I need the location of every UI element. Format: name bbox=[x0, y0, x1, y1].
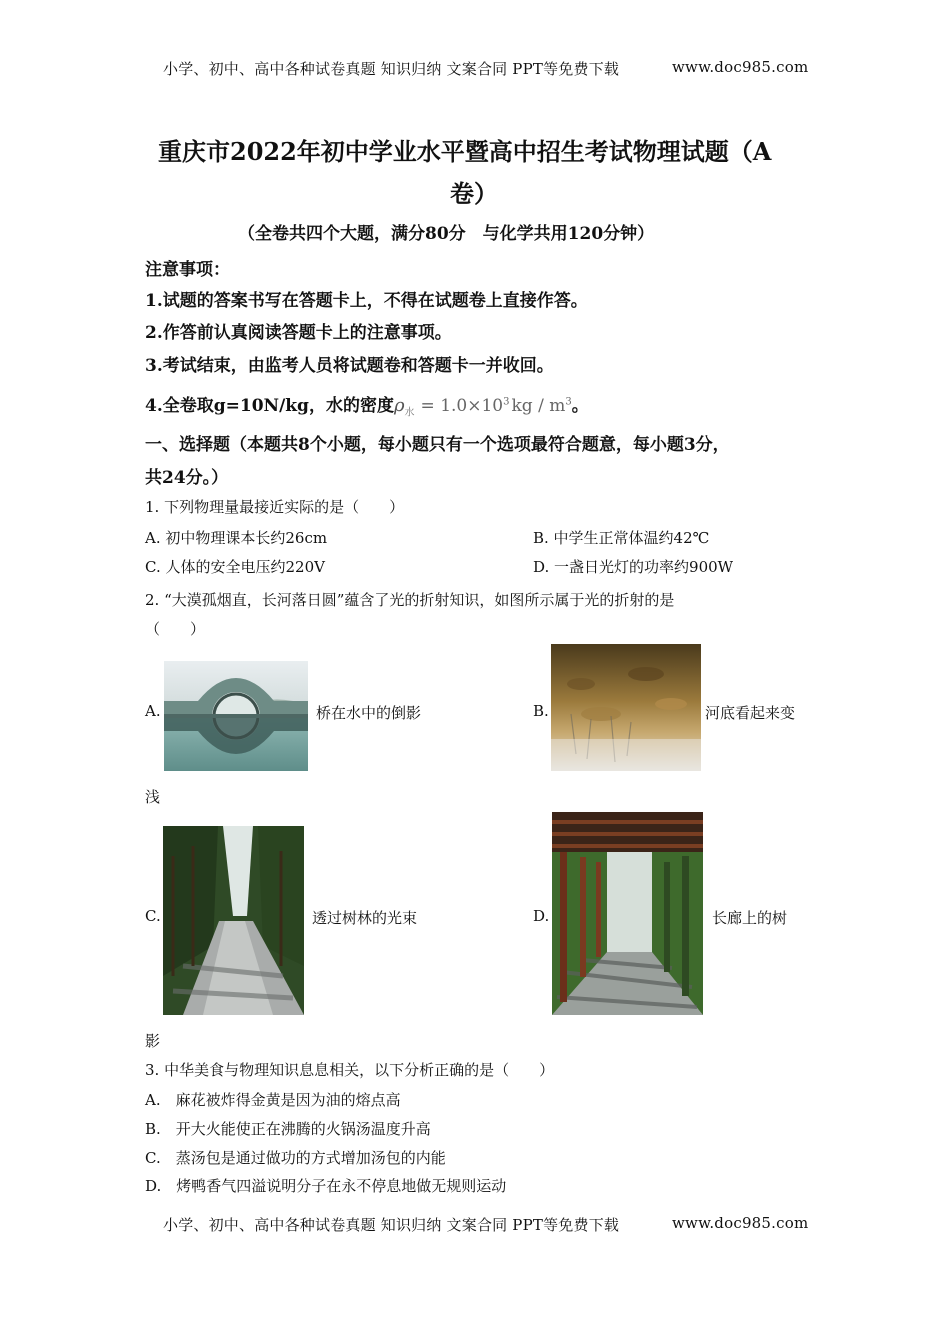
q3-option-c: C. 蒸汤包是通过做功的方式增加汤包的内能 bbox=[145, 1149, 446, 1167]
q1-option-a: A. 初中物理课本长约26cm bbox=[145, 529, 328, 547]
notes-item-1: 1.试题的答案书写在答题卡上，不得在试题卷上直接作答。 bbox=[145, 291, 588, 311]
q2-option-d-text: 长廊上的树 bbox=[712, 909, 788, 927]
q2-option-d-label: D. bbox=[533, 907, 550, 925]
density-unit: kg / m bbox=[511, 396, 566, 416]
section-1-heading-cont: 共24分。） bbox=[145, 468, 229, 488]
q2-option-d-text-wrap: 影 bbox=[145, 1032, 161, 1050]
q2-option-b-text-wrap: 浅 bbox=[145, 788, 161, 806]
notes-heading: 注意事项： bbox=[145, 260, 230, 280]
q3-option-d: D. 烤鸭香气四溢说明分子在永不停息地做无规则运动 bbox=[145, 1177, 507, 1195]
exam-title-line1: 重庆市2022年初中学业水平暨高中招生考试物理试题（A bbox=[158, 137, 772, 166]
header-site-link[interactable]: www.doc985.com bbox=[672, 58, 809, 76]
q3-option-b: B. 开大火能使正在沸腾的火锅汤温度升高 bbox=[145, 1120, 431, 1138]
notes-item-2: 2.作答前认真阅读答题卡上的注意事项。 bbox=[145, 323, 452, 343]
q2-stem: 2. “大漠孤烟直，长河落日圆”蕴含了光的折射知识，如图所示属于光的折射的是 bbox=[145, 591, 675, 609]
exam-title-line2: 卷） bbox=[450, 179, 498, 208]
q3-option-a: A. 麻花被炸得金黄是因为油的熔点高 bbox=[145, 1091, 401, 1109]
exam-subtitle: （全卷共四个大题，满分80分 与化学共用120分钟） bbox=[238, 224, 655, 244]
q2-option-a-label: A. bbox=[145, 702, 161, 720]
notes-item-4-prefix: 4.全卷取g=10N/kg，水的密度 bbox=[145, 396, 394, 416]
q2-option-c-label: C. bbox=[145, 907, 161, 925]
header-text: 小学、初中、高中各种试卷真题 知识归纳 文案合同 PPT等免费下载 bbox=[163, 60, 620, 78]
q3-stem: 3. 中华美食与物理知识息息相关，以下分析正确的是（ ） bbox=[145, 1061, 555, 1079]
density-unit-exponent: 3 bbox=[565, 396, 572, 408]
q2-option-c-text: 透过树林的光束 bbox=[312, 909, 418, 927]
q1-stem: 1. 下列物理量最接近实际的是（ ） bbox=[145, 498, 405, 516]
section-1-heading: 一、选择题（本题共8个小题，每小题只有一个选项最符合题意，每小题3分， bbox=[145, 435, 730, 455]
density-exponent: 3 bbox=[503, 396, 510, 408]
q2-answer-paren: （ ） bbox=[145, 620, 206, 638]
notes-item-4-suffix: 。 bbox=[571, 396, 589, 416]
rho-symbol: ρ bbox=[393, 395, 405, 416]
q2-option-b-text: 河底看起来变 bbox=[705, 704, 796, 722]
riverbed-photo bbox=[551, 644, 701, 771]
rho-subscript: 水 bbox=[404, 407, 415, 419]
forest-light-photo bbox=[163, 826, 304, 1015]
corridor-shadow-photo bbox=[552, 812, 703, 1015]
q1-option-c: C. 人体的安全电压约220V bbox=[145, 558, 325, 576]
density-value: = 1.0×10 bbox=[420, 396, 504, 416]
footer-site-link[interactable]: www.doc985.com bbox=[672, 1214, 809, 1232]
footer-text: 小学、初中、高中各种试卷真题 知识归纳 文案合同 PPT等免费下载 bbox=[163, 1216, 620, 1234]
notes-item-4 bbox=[145, 391, 589, 418]
bridge-reflection-photo bbox=[164, 661, 308, 771]
q2-option-b-label: B. bbox=[533, 702, 549, 720]
q1-option-d: D. 一盏日光灯的功率约900W bbox=[533, 558, 734, 576]
q1-option-b: B. 中学生正常体温约42℃ bbox=[533, 529, 710, 547]
notes-item-3: 3.考试结束，由监考人员将试题卷和答题卡一并收回。 bbox=[145, 356, 554, 376]
q2-option-a-text: 桥在水中的倒影 bbox=[316, 704, 422, 722]
